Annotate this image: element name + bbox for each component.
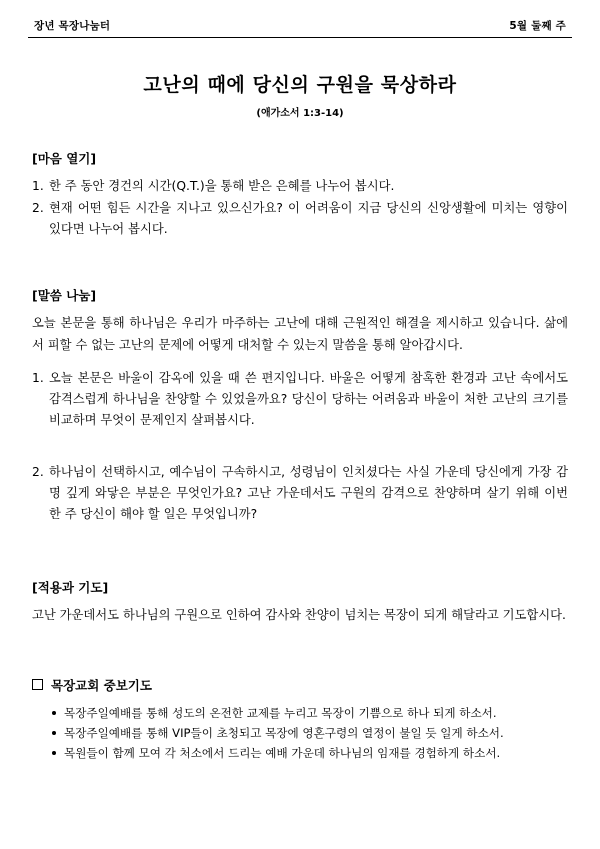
list-number: 2. <box>32 201 44 216</box>
open-question-list <box>32 176 568 240</box>
header-right-text: 5월 둘째 주 <box>509 20 566 32</box>
list-item: 목장주일예배를 통해 성도의 온전한 교제를 누리고 목장이 기쁨으로 하나 되게 하소서. <box>52 703 568 723</box>
section-heading-word: [말씀 나눔] <box>32 288 97 304</box>
list-text: 오늘 본문은 바울이 감옥에 있을 때 쓴 편지입니다. 바울은 어떻게 참혹한 환경과 고난 속에서도 감격스럽게 하나님을 찬양할 수 있었을까요? 당신이 당하는 어려움과 바울이 처한 고난의 크기를 비교하며 무엇이 문제인지 살펴봅시다. <box>49 370 568 427</box>
document-sheet <box>28 18 572 831</box>
section-heading-open: [마음 열기] <box>32 151 97 166</box>
list-text: 현재 어떤 힘든 시간을 지나고 있으신가요? 이 어려움이 지금 당신의 신앙생활에 미치는 영향이 있다면 나누어 봅시다. <box>49 201 568 237</box>
spacer <box>32 432 568 462</box>
word-intro-paragraph: 오늘 본문을 통해 하나님은 우리가 마주하는 고난에 대해 근원적인 해결을 제시하고 있습니다. 삶에서 피할 수 없는 고난의 문제에 어떻게 대처할 수 있는지 말씀을 통해 알아갑시다. <box>32 316 568 352</box>
list-item: 목원들이 함께 모여 각 처소에서 드리는 예배 가운데 하나님의 임재를 경험하게 하소서. <box>52 743 568 763</box>
list-text: 한 주 동안 경건의 시간(Q.T.)을 통해 받은 은혜를 나누어 봅시다. <box>49 179 395 193</box>
list-item: 목장주일예배를 통해 VIP들이 초청되고 목장에 영혼구령의 열정이 불일 듯 일게 하소서. <box>52 723 568 743</box>
list-item <box>32 462 568 525</box>
word-question-list-2 <box>32 462 568 525</box>
header-left-text: 장년 목장나눔터 <box>34 20 111 32</box>
list-item <box>32 368 568 431</box>
word-question-list <box>32 368 568 431</box>
list-number: 1. <box>32 370 44 385</box>
document-body <box>28 149 572 764</box>
section-heading-intercession <box>32 676 568 694</box>
checkbox-square-icon <box>32 679 43 690</box>
list-item <box>32 176 568 197</box>
intercession-heading-label: 목장교회 중보기도 <box>51 677 152 693</box>
scripture-reference: (애가소서 1:3-14) <box>256 108 344 119</box>
page-header <box>28 18 572 38</box>
title-block <box>28 70 572 119</box>
list-number: 1. <box>32 179 44 193</box>
section-heading-apply: [적용과 기도] <box>32 579 109 595</box>
list-item <box>32 198 568 240</box>
page-title: 고난의 때에 당신의 구원을 묵상하라 <box>143 74 457 96</box>
intercession-list <box>32 703 568 764</box>
spacer <box>32 358 568 368</box>
apply-paragraph: 고난 가운데서도 하나님의 구원으로 인하여 감사와 찬양이 넘치는 목장이 되게 해달라고 기도합시다. <box>32 607 566 622</box>
list-text: 하나님이 선택하시고, 예수님이 구속하시고, 성령님이 인치셨다는 사실 가운데 당신에게 가장 감명 깊게 와닿은 부분은 무엇인가요? 고난 가운데서도 구원의 감격으로 찬양하며 살기 위해 이번 한 주 당신이 해야 할 일은 무엇입니까? <box>49 465 568 522</box>
list-number: 2. <box>32 465 44 480</box>
